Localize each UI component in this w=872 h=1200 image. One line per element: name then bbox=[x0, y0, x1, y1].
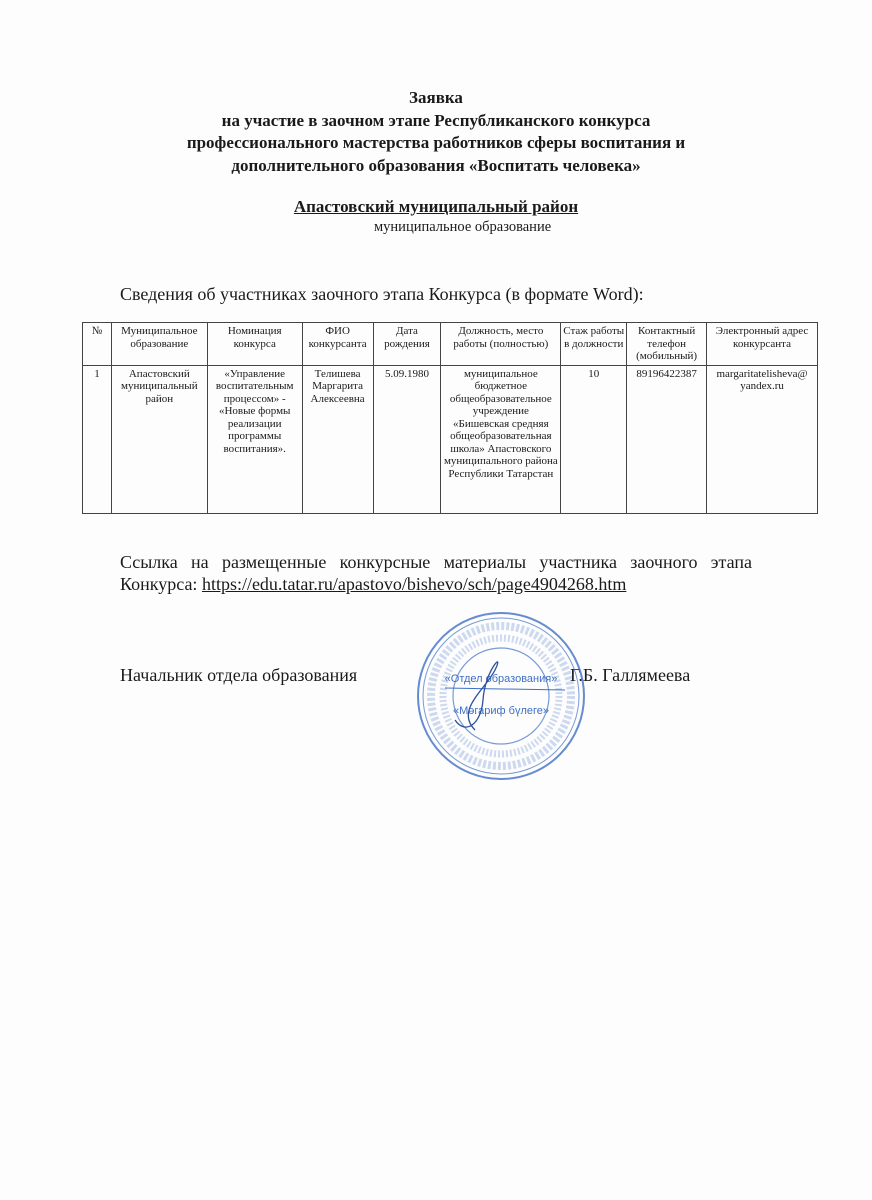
materials-link-paragraph bbox=[120, 551, 752, 595]
title-line: Заявка bbox=[409, 88, 463, 107]
cell: Телишева Маргарита Алексеевна bbox=[302, 365, 373, 513]
district-name: Апастовский муниципальный район bbox=[293, 197, 579, 216]
cell: «Управление воспитательным процессом» - «Новые формы реализации программы воспитания». bbox=[207, 365, 302, 513]
header-cell: Дата рождения bbox=[373, 323, 441, 366]
intro-text: Сведения об участниках заочного этапа Конкурса (в формате Word): bbox=[120, 284, 644, 304]
cell: margaritatelisheva@ yandex.ru bbox=[707, 365, 818, 513]
participants-table bbox=[82, 322, 818, 514]
district-caption: муниципальное образование bbox=[374, 219, 552, 235]
header-cell: ФИО конкурсанта bbox=[302, 323, 373, 366]
table-header-row bbox=[83, 323, 818, 366]
signer-title: Начальник отдела образования bbox=[120, 665, 358, 685]
district bbox=[0, 197, 872, 217]
header-cell: Муниципальное образование bbox=[111, 323, 207, 366]
materials-link[interactable]: https://edu.tatar.ru/apastovo/bishevo/sch/page4904268.htm bbox=[201, 574, 627, 594]
header-cell: Стаж работы в должности bbox=[561, 323, 627, 366]
cell: 10 bbox=[561, 365, 627, 513]
stamp-line: «Отдел образования» bbox=[444, 673, 558, 685]
header-cell: Контактный телефон (мобильный) bbox=[627, 323, 707, 366]
stamp-line: «Мәгариф бүлеге» bbox=[453, 705, 549, 717]
table-row bbox=[83, 365, 818, 513]
title-line: профессионального мастерства работников сферы воспитания и bbox=[186, 133, 686, 152]
title-line: дополнительного образования «Воспитать человека» bbox=[231, 155, 641, 175]
link-label: Ссылка на размещенные конкурсные материалы участника заочного этапа Конкурса: bbox=[120, 552, 752, 594]
signer-name: Г.Б. Галлямеева bbox=[570, 665, 691, 685]
official-stamp bbox=[415, 610, 587, 782]
title-line: на участие в заочном этапе Республиканского конкурса bbox=[221, 110, 651, 130]
cell: Апастовский муниципальный район bbox=[111, 365, 207, 513]
document-title bbox=[0, 87, 872, 177]
header-cell: Должность, место работы (полностью) bbox=[441, 323, 561, 366]
cell: 89196422387 bbox=[627, 365, 707, 513]
header-cell: № bbox=[83, 323, 112, 366]
cell: 1 bbox=[83, 365, 112, 513]
header-cell: Электронный адрес конкурсанта bbox=[707, 323, 818, 366]
cell: 5.09.1980 bbox=[373, 365, 441, 513]
header-cell: Номинация конкурса bbox=[207, 323, 302, 366]
cell: муниципальное бюджетное общеобразовательное учреждение «Бишевская средняя общеобразовательная школа» Апастовского муниципального района Республики Татарстан bbox=[441, 365, 561, 513]
